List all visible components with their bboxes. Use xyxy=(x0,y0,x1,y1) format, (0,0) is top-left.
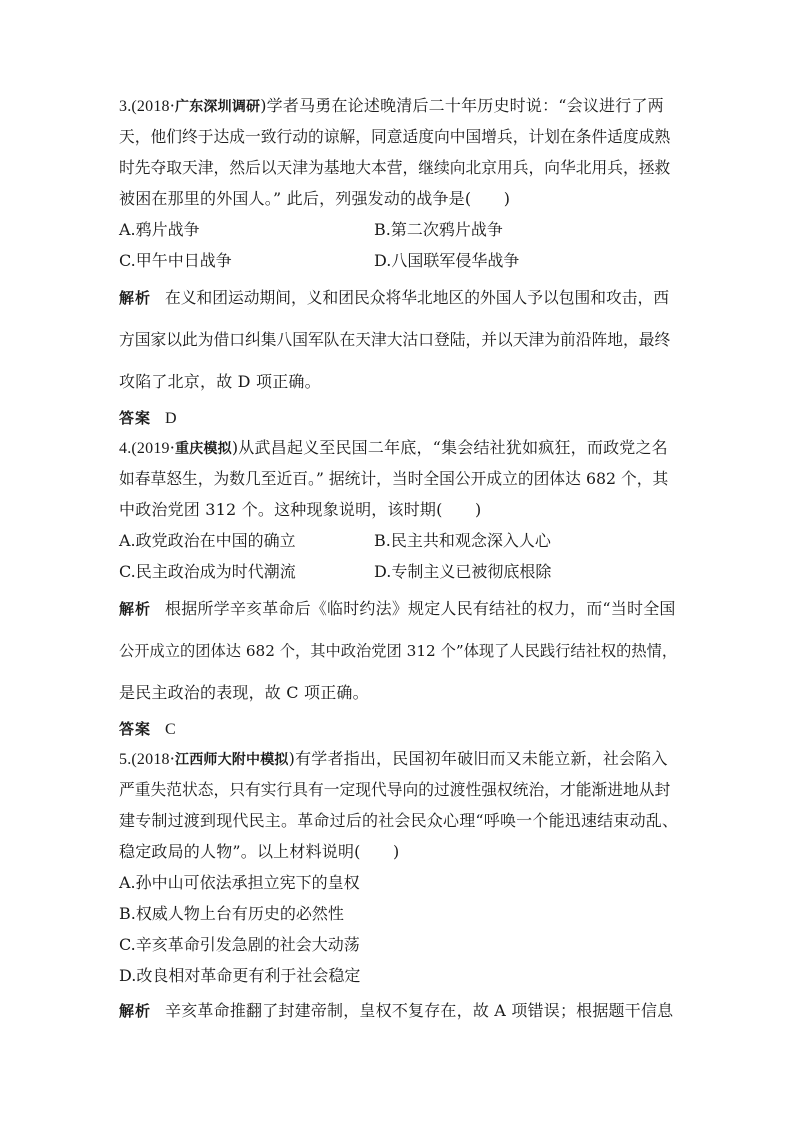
q4-stem-line-1 xyxy=(119,438,679,459)
q4-option-d: D.专制主义已被彻底根除 xyxy=(374,562,552,581)
q3-answer-value: D xyxy=(165,410,177,427)
q3-analysis-line-1 xyxy=(119,288,679,308)
q3-answer xyxy=(119,408,679,429)
q4-number: 4. xyxy=(119,440,132,457)
q5-option-a: A.孙中山可依法承担立宪下的皇权 xyxy=(119,873,360,892)
q5-year: (2018 xyxy=(131,751,170,768)
q5-number: 5. xyxy=(119,751,132,768)
q3-analysis-line-3: 攻陷了北京，故 D 项正确。 xyxy=(119,372,321,391)
q3-answer-label: 答案 xyxy=(119,409,152,427)
q5-option-b: B.权威人物上台有历史的必然性 xyxy=(119,904,344,923)
q3-analysis-text-1: 在义和团运动期间，义和团民众将华北地区的外国人予以包围和攻击，西 xyxy=(165,288,670,307)
q5-analysis-text-1: 辛亥革命推翻了封建帝制，皇权不复存在，故 A 项错误；根据题干信息 xyxy=(165,1001,674,1020)
q4-analysis-label: 解析 xyxy=(119,600,152,618)
q4-analysis-line-1 xyxy=(119,599,679,619)
q5-dot: · xyxy=(169,749,176,768)
q4-year: (2019 xyxy=(131,440,170,457)
q4-option-b: B.民主共和观念深入人心 xyxy=(374,531,551,550)
q4-answer-label: 答案 xyxy=(119,720,152,738)
q5-option-d: D.改良相对革命更有利于社会稳定 xyxy=(119,966,361,985)
q4-dot: · xyxy=(169,438,176,457)
q4-option-c: C.民主政治成为时代潮流 xyxy=(119,562,296,581)
q3-source: 广东深圳调研 xyxy=(175,99,261,115)
q5-stem-start: )有学者指出，民国初年破旧而又未能立新，社会陷入 xyxy=(288,749,668,768)
q3-analysis-label: 解析 xyxy=(119,289,152,307)
q5-source: 江西师大附中模拟 xyxy=(175,752,289,768)
q4-option-a: A.政党政治在中国的确立 xyxy=(119,531,296,550)
q3-stem-line-3: 时先夺取天津，然后以天津为基地大本营，继续向北京用兵，向华北用兵，拯救 xyxy=(119,158,671,177)
q4-answer xyxy=(119,719,679,740)
q4-answer-value: C xyxy=(165,721,176,738)
q3-option-b: B.第二次鸦片战争 xyxy=(374,220,503,239)
q3-option-a: A.鸦片战争 xyxy=(119,220,200,239)
q3-dot: · xyxy=(169,96,176,115)
q4-analysis-text-1: 根据所学辛亥革命后《临时约法》规定人民有结社的权力，而“当时全国 xyxy=(165,599,676,618)
q5-stem-line-4: 稳定政局的人物”。以上材料说明( ) xyxy=(119,842,400,861)
q5-stem-line-3: 建专制过渡到现代民主。革命过后的社会民众心理“呼唤一个能迅速结束动乱、 xyxy=(119,811,679,830)
q5-stem-line-2: 严重失范状态，只有实行具有一定现代导向的过渡性强权统治，才能渐进地从封 xyxy=(119,780,671,799)
q3-stem-line-4: 被困在那里的外国人。” 此后，列强发动的战争是( ) xyxy=(119,189,511,208)
q3-stem-line-2: 天，他们终于达成一致行动的谅解，同意适度向中国增兵，计划在条件适度成熟 xyxy=(119,127,671,146)
q4-stem-start: )从武昌起义至民国二年底，“集会结社犹如疯狂，而政党之名 xyxy=(231,438,668,457)
q5-option-c: C.辛亥革命引发急剧的社会大动荡 xyxy=(119,935,360,954)
q3-stem-line-1 xyxy=(119,96,679,117)
q5-stem-line-1 xyxy=(119,749,679,770)
q4-analysis-line-2: 公开成立的团体达 682 个，其中政治党团 312 个”体现了人民践行结社权的热情， xyxy=(119,642,678,660)
q5-analysis-line-1 xyxy=(119,1001,679,1021)
q4-stem-line-2: 如春草怒生，为数几至近百。” 据统计，当时全国公开成立的团体达 682 个，其 xyxy=(119,469,669,488)
q3-option-d: D.八国联军侵华战争 xyxy=(374,251,520,270)
q3-number: 3. xyxy=(119,98,132,115)
q3-year: (2018 xyxy=(131,98,170,115)
q4-stem-line-3: 中政治党团 312 个。这种现象说明，该时期( ) xyxy=(119,500,482,519)
q3-option-c: C.甲午中日战争 xyxy=(119,251,232,270)
q5-analysis-label: 解析 xyxy=(119,1002,152,1020)
q3-stem-start: )学者马勇在论述晚清后二十年历史时说：“会议进行了两 xyxy=(260,96,664,115)
q4-source: 重庆模拟 xyxy=(175,441,232,457)
q4-analysis-line-3: 是民主政治的表现，故 C 项正确。 xyxy=(119,683,369,702)
q3-analysis-line-2: 方国家以此为借口纠集八国军队在天津大沽口登陆，并以天津为前沿阵地，最终 xyxy=(119,330,671,349)
